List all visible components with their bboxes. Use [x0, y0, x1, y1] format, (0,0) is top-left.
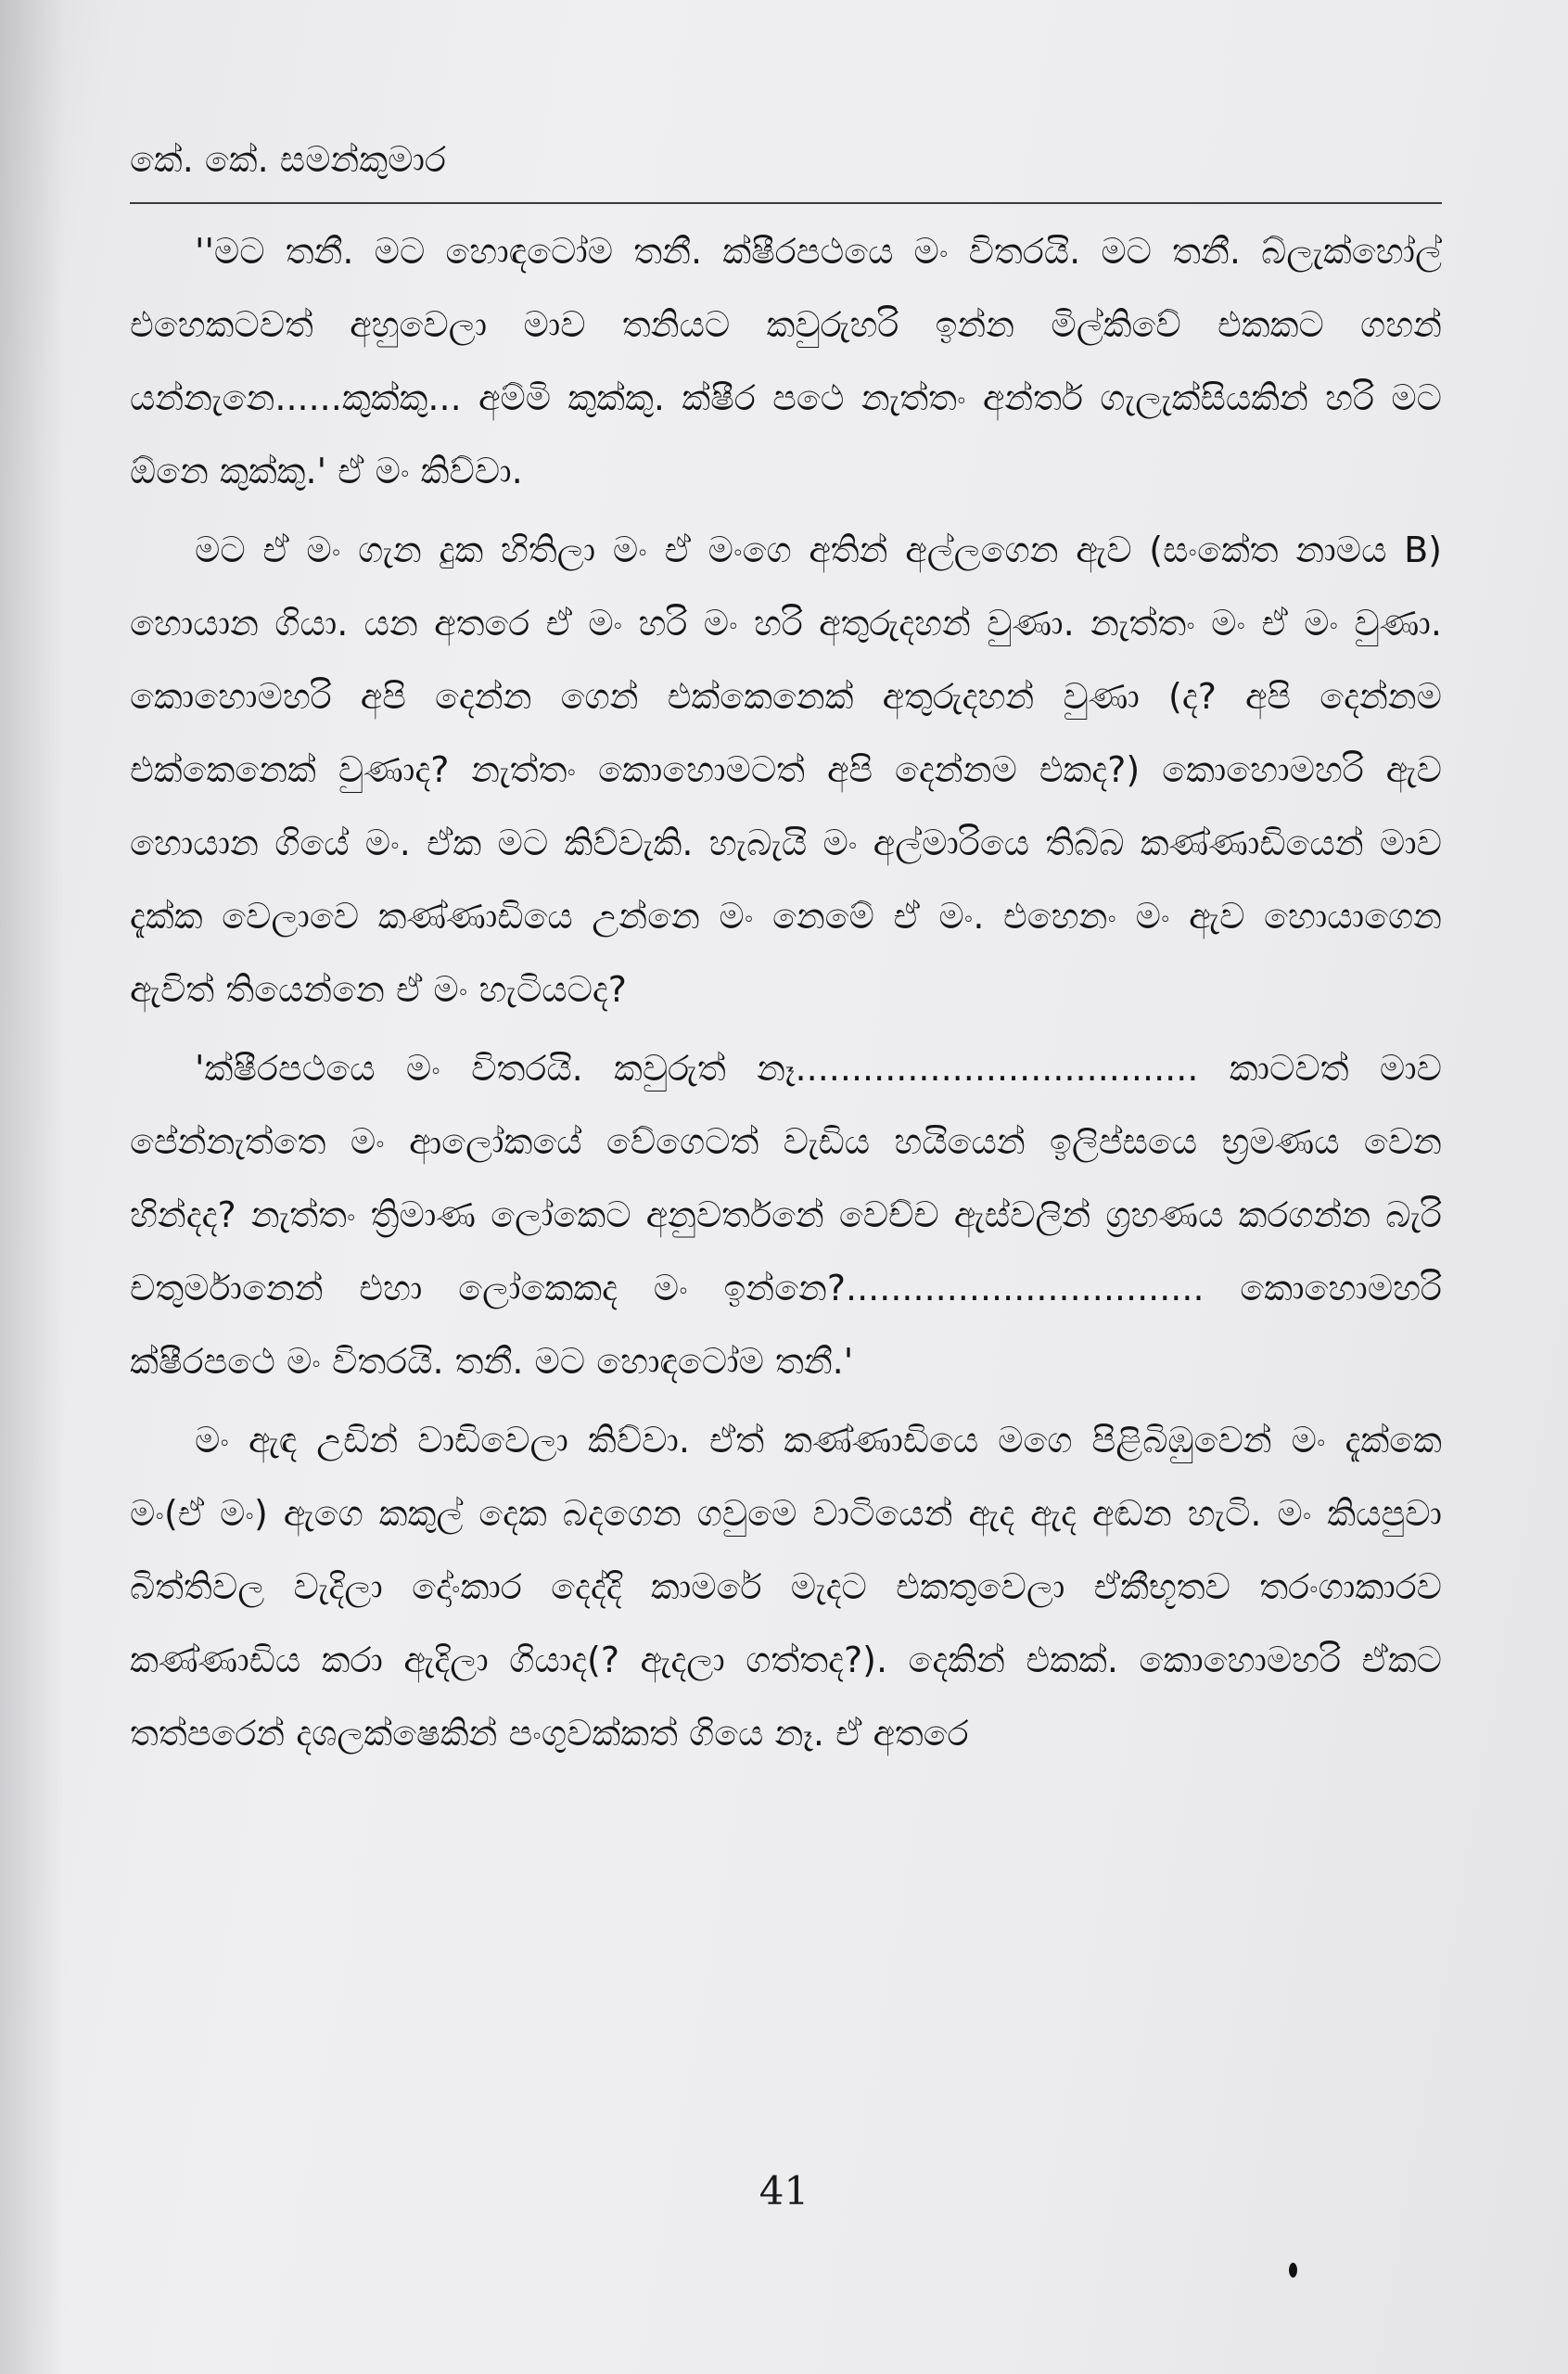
paragraph-3: 'ක්ෂීරපථයෙ මං විතරයි. කවුරුත් නෑ.................................... කාටවත් මාව පේන්නැත්තෙ මං ආලෝකයේ වේගෙටත් වැඩිය හයියෙන් ඉලිප්සයෙ භ්‍රමණය වෙන හින්දද? නැත්තං ත්‍රිමාණ ලෝකෙට අනුවර්තනේ වෙච්ච ඇස්වලින් ග්‍රහණය කරගන්න බැරි චතුර්මානෙන් එහා ලෝකෙකද මං ඉන්නෙ?................................ කොහොමහරි ක්ෂීරපථෙ මං විතරයි. තනී. මට හොඳටෝම තනී.'	[130, 1048, 1442, 1382]
body-text	[130, 215, 1442, 1776]
header-rule	[130, 202, 1442, 204]
paragraph-1: ''මට තනී. මට හොඳටෝම තනී. ක්ෂීරපථයෙ මං විතරයි. මට තනී. බ්ලැක්හෝල් එහෙකටවත් අහුවෙලා මාව තනියට කවුරුහරි ඉන්න මිල්කිවේ එකකට ගහන් යන්නැනෙ......කුක්කු... අම්මි කුක්කු. ක්ෂීර පථෙ නැත්තං අන්තර් ගැලැක්සියකින් හරි මට ඕනෙ කුක්කු.' ඒ මං කිව්වා.	[130, 231, 1442, 491]
running-header-author: කේ. කේ. සමන්කුමාර	[130, 139, 446, 180]
paragraph-4: මං ඇඳ උඩින් වාඩිවෙලා කිව්වා. ඒත් කණ්ණාඩියෙ මගෙ පිළිබිඹුවෙන් මං දැක්කෙ මං(ඒ මං) ඇගෙ කකුල් දෙක බදගෙන ගවුමෙ වාටියෙන් ඇද ඇද අඬන හැටි. මං කියපුවා බිත්තිවල වැදිලා දෝංකාර දෙද්දි කාමරේ මැදට එකතුවෙලා ඒකීභූතව තරංගාකාරව කණ්ණාඩිය කරා ඇදිලා ගියාද(? ඇදලා ගත්තද?). දෙකින් එකක්. කොහොමහරි ඒකට තත්පරෙන් දශලක්ෂෙකින් පංගුවක්කත් ගියෙ නෑ. ඒ අතරෙ	[130, 1420, 1442, 1754]
paragraph-2: මට ඒ මං ගැන දුක හිතිලා මං ඒ මංගෙ අතින් අල්ලගෙන ඇව (සංකේත නාමය B) හොයාන ගියා. යන අතරෙ ඒ මං හරි මං හරි අතුරුදහන් වුණා. නැත්තං මං ඒ මං වුණා. කොහොමහරි අපි දෙන්න ගෙන් එක්කෙනෙක් අතුරුදහන් වුණා (ද? අපි දෙන්නම එක්කෙනෙක් වුණාද? නැත්තං කොහොමටත් අපි දෙන්නම එකද?) කොහොමහරි ඇව හොයාන ගියේ මං. ඒක මට කිව්වැකි. හැබැයි මං අල්මාරියෙ තිබ්බ කණ්ණාඩියෙන් මාව දැක්ක වෙලාවෙ කණ්ණාඩියෙ උන්නෙ මං නෙමේ ඒ මං. එහෙනං මං ඇව හොයාගෙන ඇවිත් තියෙන්නෙ ඒ මං හැටියටද?	[130, 530, 1442, 1010]
page-number: 41	[759, 2168, 809, 2214]
ink-mark	[1289, 2263, 1297, 2278]
